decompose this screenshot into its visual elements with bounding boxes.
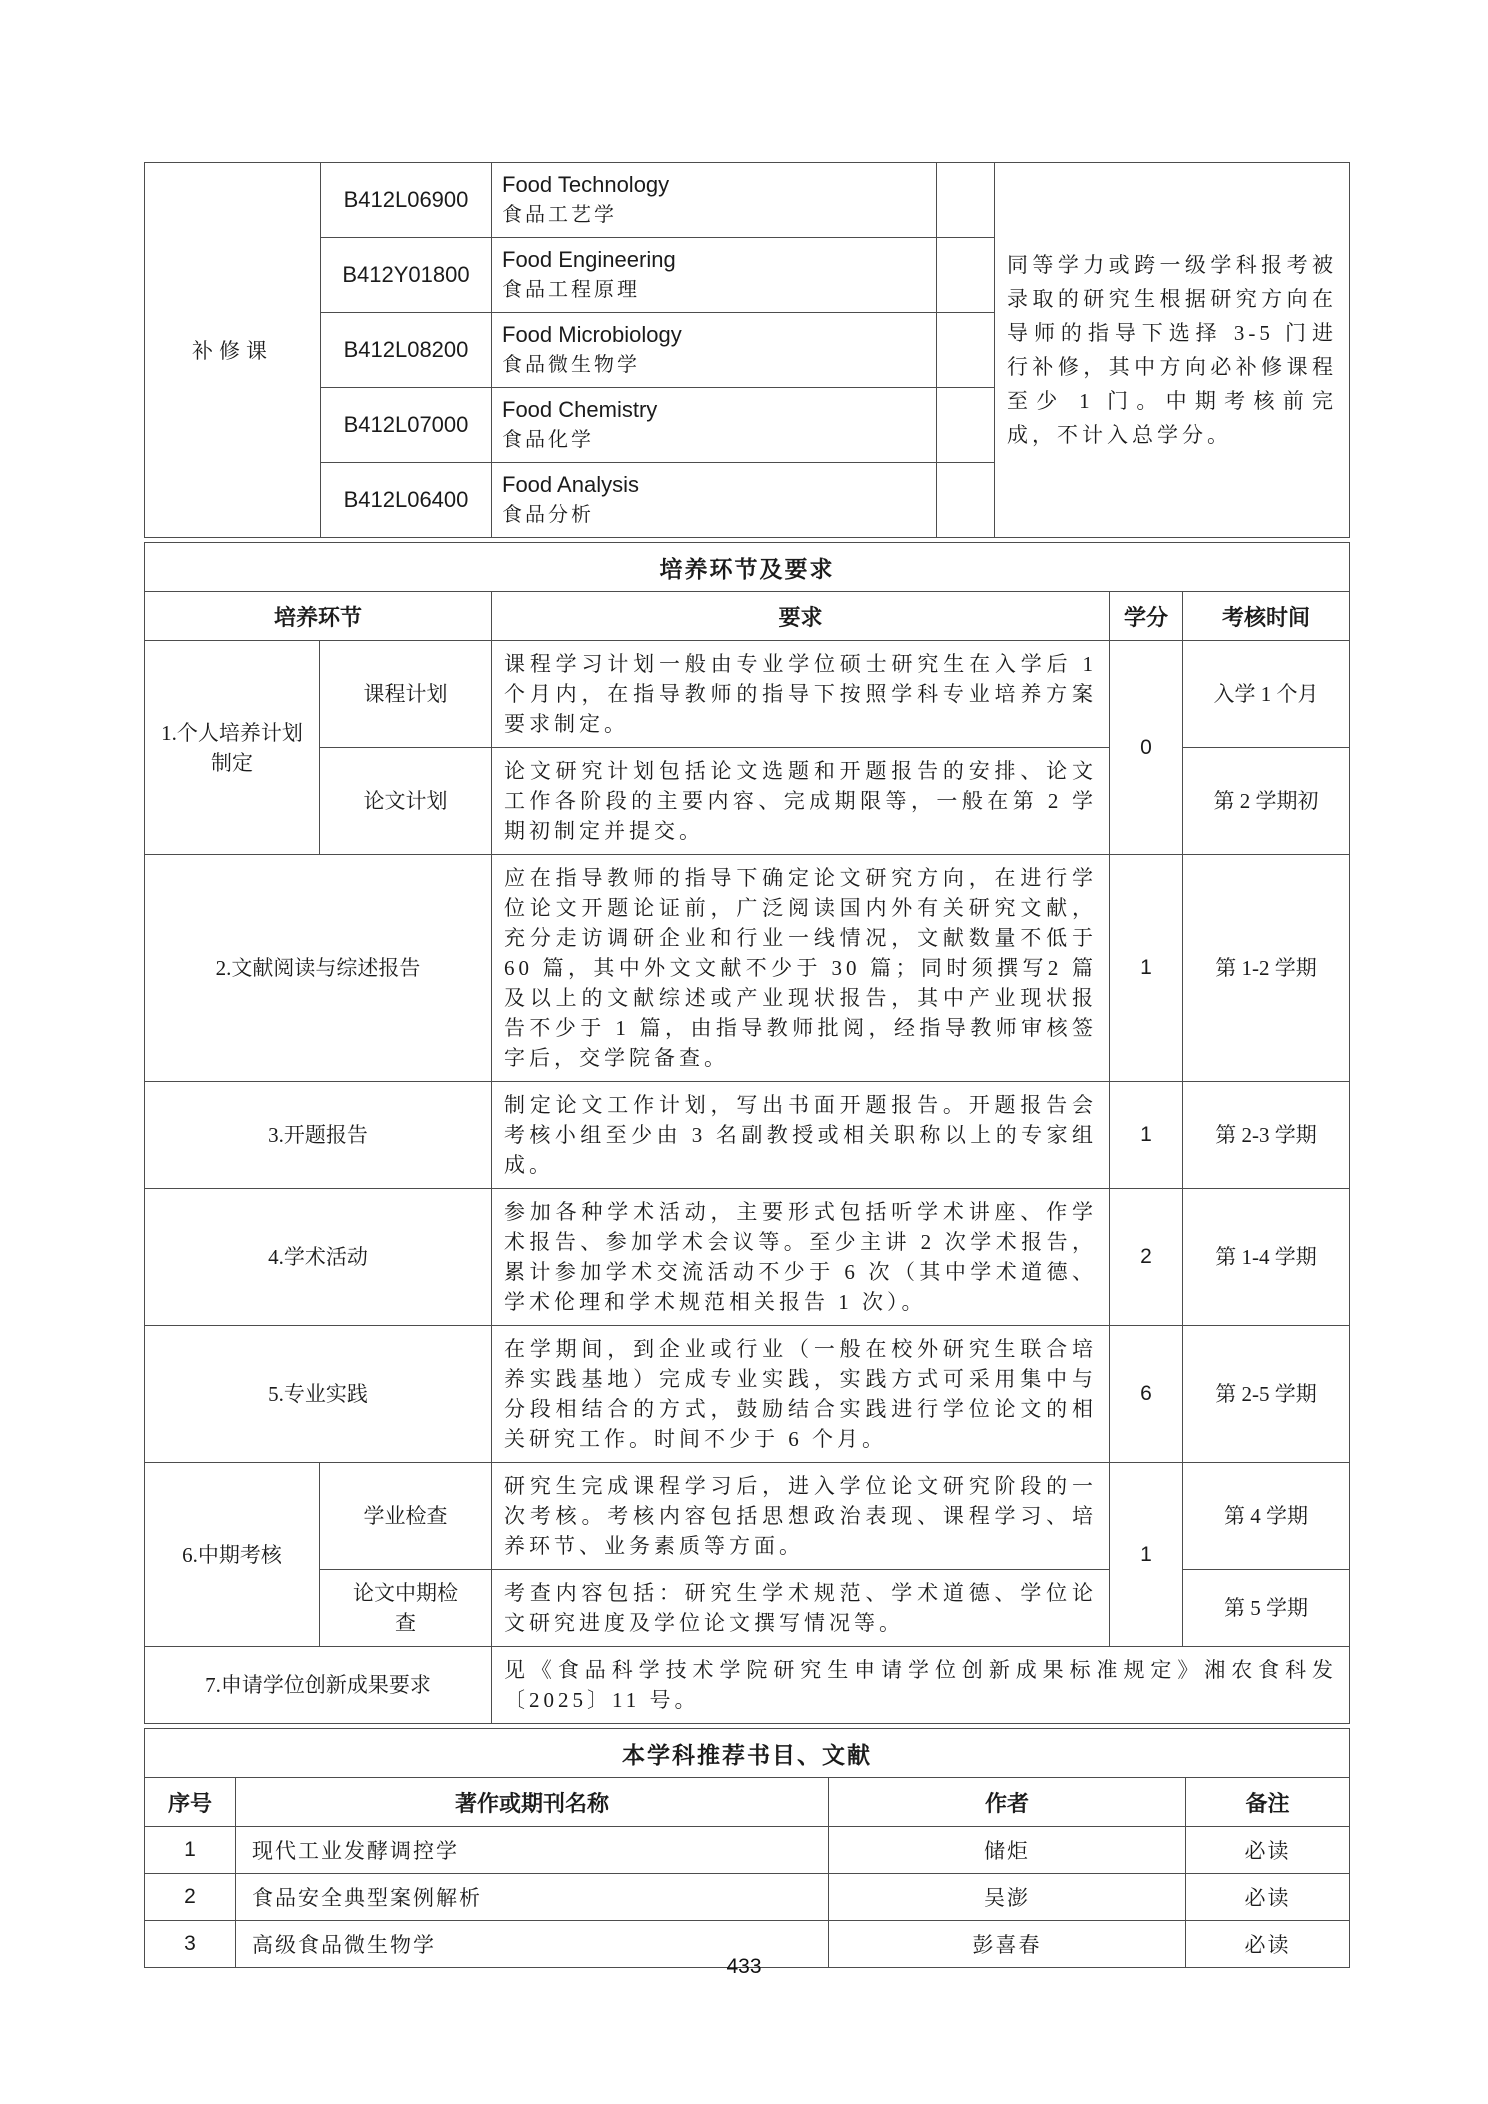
course-code: B412L07000 [321, 388, 492, 463]
table-row [145, 1778, 1350, 1827]
stage-name: 5.专业实践 [145, 1326, 492, 1463]
recommended-books-table [144, 1728, 1350, 1968]
course-code: B412L06400 [321, 463, 492, 538]
table-row [145, 1729, 1350, 1778]
col-header-author: 作者 [829, 1778, 1186, 1827]
stage-credit: 2 [1110, 1189, 1183, 1326]
stage-requirement: 研究生完成课程学习后，进入学位论文研究阶段的一次考核。考核内容包括思想政治表现、课程学习、培养环节、业务素质等方面。 [492, 1463, 1110, 1570]
course-name-en: Food Engineering [502, 247, 676, 272]
course-name-en: Food Technology [502, 172, 670, 197]
stage-requirement: 见《食品科学技术学院研究生申请学位创新成果标准规定》湘农食科发〔2025〕11 号。 [492, 1647, 1350, 1724]
empty-cell [937, 238, 995, 313]
sub-stage-name: 论文中期检查 [320, 1570, 492, 1647]
stage-time: 第 4 学期 [1183, 1463, 1350, 1570]
stage-requirement: 课程学习计划一般由专业学位硕士研究生在入学后 1 个月内，在指导教师的指导下按照学科专业培养方案要求制定。 [492, 641, 1110, 748]
col-header-stage: 培养环节 [145, 592, 492, 641]
course-name [492, 388, 937, 463]
course-name-en: Food Microbiology [502, 322, 682, 347]
supplementary-courses-table [144, 162, 1350, 538]
sub-stage-name: 学业检查 [320, 1463, 492, 1570]
table-row [145, 1463, 1350, 1570]
table-row [145, 1874, 1350, 1921]
book-note: 必读 [1186, 1874, 1350, 1921]
stage-requirement: 应在指导教师的指导下确定论文研究方向，在进行学位论文开题论证前，广泛阅读国内外有关研究文献，充分走访调研企业和行业一线情况，文献数量不低于 60 篇，其中外文文献不少于 30 篇；同时须撰写2 篇及以上的文献综述或产业现状报告，其中产业现状报告不少于 1 篇，由指导教师批阅，经指导教师审核签字后，交学院备查。 [492, 855, 1110, 1082]
col-header-credit: 学分 [1110, 592, 1183, 641]
training-section-title: 培养环节及要求 [145, 543, 1350, 592]
training-stages-table [144, 542, 1350, 1724]
book-title: 高级食品微生物学 [236, 1921, 829, 1968]
stage-name: 6.中期考核 [145, 1463, 320, 1647]
stage-requirement: 制定论文工作计划，写出书面开题报告。开题报告会考核小组至少由 3 名副教授或相关职称以上的专家组成。 [492, 1082, 1110, 1189]
stage-name: 3.开题报告 [145, 1082, 492, 1189]
stage-time: 第 1-4 学期 [1183, 1189, 1350, 1326]
book-no: 2 [145, 1874, 236, 1921]
course-code: B412Y01800 [321, 238, 492, 313]
book-author: 彭喜春 [829, 1921, 1186, 1968]
stage-time: 第 2-3 学期 [1183, 1082, 1350, 1189]
course-code: B412L08200 [321, 313, 492, 388]
course-name-cn: 食品工程原理 [502, 279, 640, 301]
table-row [145, 1647, 1350, 1724]
sub-stage-name: 论文计划 [320, 748, 492, 855]
table-row [145, 1082, 1350, 1189]
course-name-en: Food Chemistry [502, 397, 658, 422]
col-header-note: 备注 [1186, 1778, 1350, 1827]
sub-stage-name: 课程计划 [320, 641, 492, 748]
stage-time: 入学 1 个月 [1183, 641, 1350, 748]
col-header-no: 序号 [145, 1778, 236, 1827]
book-title: 食品安全典型案例解析 [236, 1874, 829, 1921]
page-number: 433 [726, 1955, 762, 1978]
stage-credit: 1 [1110, 1463, 1183, 1647]
stage-name: 4.学术活动 [145, 1189, 492, 1326]
col-header-requirement: 要求 [492, 592, 1110, 641]
book-note: 必读 [1186, 1921, 1350, 1968]
supplementary-label: 补修课 [145, 163, 321, 538]
book-no: 1 [145, 1827, 236, 1874]
course-name [492, 163, 937, 238]
table-row [145, 1189, 1350, 1326]
stage-time: 第 1-2 学期 [1183, 855, 1350, 1082]
stage-requirement: 参加各种学术活动，主要形式包括听学术讲座、作学术报告、参加学术会议等。至少主讲 2 次学术报告，累计参加学术交流活动不少于 6 次（其中学术道德、学术伦理和学术规范相关报告 1 次）。 [492, 1189, 1110, 1326]
book-author: 储炬 [829, 1827, 1186, 1874]
table-row [145, 1827, 1350, 1874]
course-name [492, 463, 937, 538]
table-row [145, 855, 1350, 1082]
stage-credit: 1 [1110, 855, 1183, 1082]
course-name-cn: 食品微生物学 [502, 354, 640, 376]
table-row [145, 592, 1350, 641]
book-title: 现代工业发酵调控学 [236, 1827, 829, 1874]
stage-name: 1.个人培养计划制定 [145, 641, 320, 855]
document-content [144, 162, 1349, 1968]
stage-time: 第 2 学期初 [1183, 748, 1350, 855]
stage-requirement: 考查内容包括：研究生学术规范、学术道德、学位论文研究进度及学位论文撰写情况等。 [492, 1570, 1110, 1647]
book-no: 3 [145, 1921, 236, 1968]
stage-credit: 0 [1110, 641, 1183, 855]
course-code: B412L06900 [321, 163, 492, 238]
book-author: 吴澎 [829, 1874, 1186, 1921]
empty-cell [937, 388, 995, 463]
empty-cell [937, 313, 995, 388]
book-note: 必读 [1186, 1827, 1350, 1874]
table-row [145, 641, 1350, 748]
empty-cell [937, 163, 995, 238]
table-row [145, 163, 1350, 238]
col-header-time: 考核时间 [1183, 592, 1350, 641]
stage-credit: 1 [1110, 1082, 1183, 1189]
course-name-cn: 食品工艺学 [502, 204, 617, 226]
empty-cell [937, 463, 995, 538]
table-row [145, 543, 1350, 592]
stage-name: 2.文献阅读与综述报告 [145, 855, 492, 1082]
course-name-cn: 食品化学 [502, 429, 594, 451]
stage-name: 7.申请学位创新成果要求 [145, 1647, 492, 1724]
course-name-cn: 食品分析 [502, 504, 594, 526]
stage-time: 第 5 学期 [1183, 1570, 1350, 1647]
course-name-en: Food Analysis [502, 472, 639, 497]
table-row [145, 1326, 1350, 1463]
stage-credit: 6 [1110, 1326, 1183, 1463]
course-name [492, 238, 937, 313]
books-section-title: 本学科推荐书目、文献 [145, 1729, 1350, 1778]
course-name [492, 313, 937, 388]
col-header-title: 著作或期刊名称 [236, 1778, 829, 1827]
stage-time: 第 2-5 学期 [1183, 1326, 1350, 1463]
stage-requirement: 论文研究计划包括论文选题和开题报告的安排、论文工作各阶段的主要内容、完成期限等，一般在第 2 学期初制定并提交。 [492, 748, 1110, 855]
supplementary-note: 同等学力或跨一级学科报考被录取的研究生根据研究方向在导师的指导下选择 3-5 门进行补修，其中方向必补修课程至少 1 门。中期考核前完成，不计入总学分。 [995, 163, 1350, 538]
stage-requirement: 在学期间，到企业或行业（一般在校外研究生联合培养实践基地）完成专业实践，实践方式可采用集中与分段相结合的方式，鼓励结合实践进行学位论文的相关研究工作。时间不少于 6 个月。 [492, 1326, 1110, 1463]
